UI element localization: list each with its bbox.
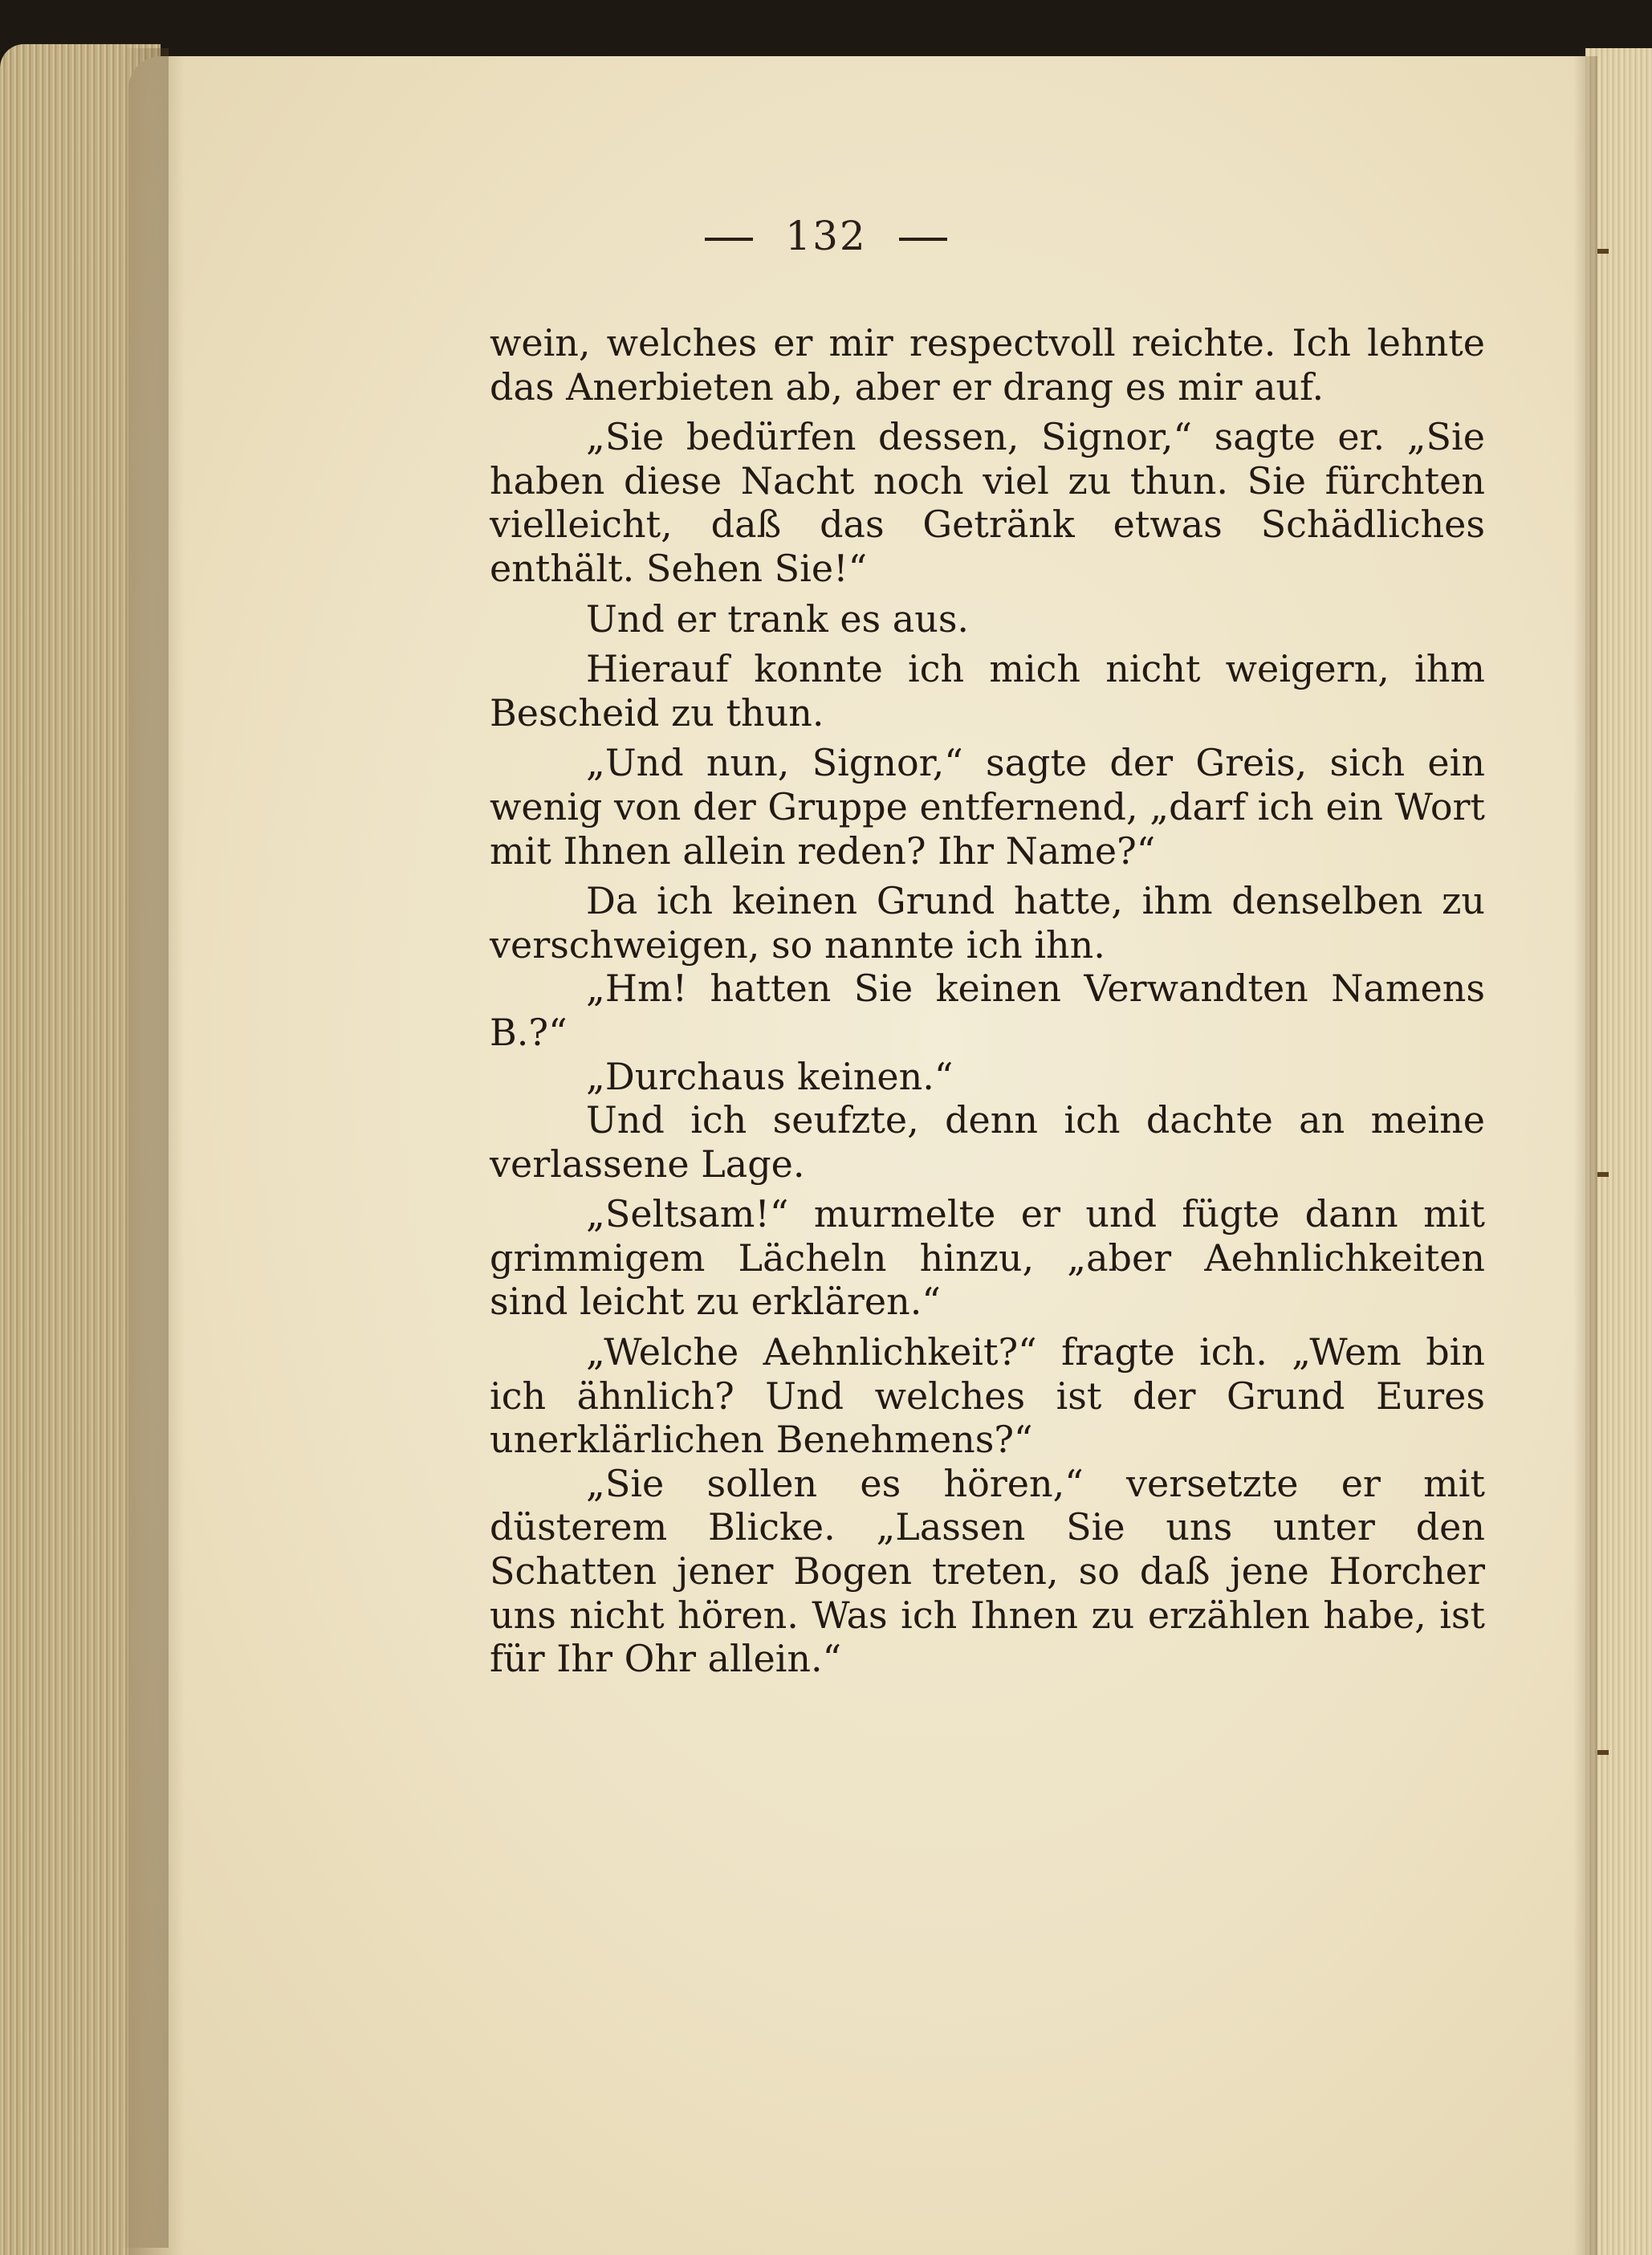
paragraph: „Welche Aehnlichkeit?“ fragte ich. „Wem bin ich ähnlich? Und welches ist der Grund Eures unerklärlichen Benehmens?“	[490, 1330, 1485, 1462]
paragraph: Und ich seufzte, denn ich dachte an meine verlassene Lage.	[490, 1098, 1485, 1186]
paragraph: „Hm! hatten Sie keinen Verwandten Namens B.?“	[490, 967, 1485, 1054]
body-text	[490, 321, 1485, 1681]
edge-mark	[1597, 1172, 1609, 1177]
paragraph: „Und nun, Signor,“ sagte der Greis, sich ein wenig von der Gruppe entfernend, „darf ich ein Wort mit Ihnen allein reden? Ihr Name?“	[490, 741, 1485, 873]
header-dash-left	[705, 238, 753, 241]
edge-mark	[1597, 1750, 1609, 1755]
paragraph: „Seltsam!“ murmelte er und fügte dann mit grimmigem Lächeln hinzu, „aber Aehnlichkeiten sind leicht zu erklären.“	[490, 1192, 1485, 1324]
right-edge-shadow	[1573, 56, 1597, 2255]
paragraph: wein, welches er mir respectvoll reichte. Ich lehnte das Anerbieten ab, aber er drang es mir auf.	[490, 321, 1485, 409]
page-number: 132	[785, 213, 867, 259]
paragraph: Hierauf konnte ich mich nicht weigern, ihm Bescheid zu thun.	[490, 647, 1485, 735]
paragraph: Und er trank es aus.	[586, 596, 970, 641]
page-gutter-shadow	[128, 56, 185, 2255]
paragraph: „Sie bedürfen dessen, Signor,“ sagte er. „Sie haben diese Nacht noch viel zu thun. Sie fürchten vielleicht, daß das Getränk etwas Schädliches enthält. Sehen Sie!“	[490, 415, 1485, 590]
paragraph: „Durchaus keinen.“	[586, 1054, 954, 1098]
paragraph: „Sie sollen es hören,“ versetzte er mit düsterem Blicke. „Lassen Sie uns unter den Schatten jener Bogen treten, so daß jene Horcher uns nicht hören. Was ich Ihnen zu erzählen habe, ist für Ihr Ohr allein.“	[490, 1461, 1485, 1681]
header-dash-right	[899, 238, 947, 241]
paragraph: Da ich keinen Grund hatte, ihm denselben zu verschweigen, so nannte ich ihn.	[490, 879, 1485, 967]
page-header	[0, 213, 1652, 259]
